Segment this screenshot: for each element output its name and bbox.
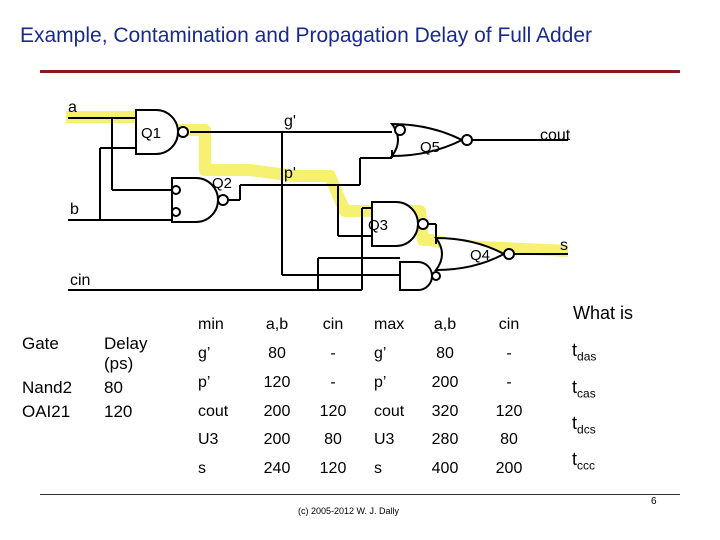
input-b-label: b — [70, 201, 79, 218]
max-ab-header: a,b — [433, 316, 457, 333]
max-ab-value: 280 — [431, 431, 459, 448]
gate-delay-table — [22, 334, 174, 426]
max-cin-value: 80 — [500, 431, 518, 448]
min-ab-value: 240 — [263, 460, 291, 477]
question-item: $t_{cas}$ — [572, 377, 596, 401]
gate-cell: Nand2 — [22, 378, 73, 397]
min-ab-value: 200 — [263, 431, 291, 448]
max-cin-value: - — [506, 374, 512, 391]
question-item: $t_{dcs}$ — [572, 413, 596, 437]
gate-q3-label: Q3 — [368, 217, 389, 234]
max-row-name: p’ — [374, 374, 387, 391]
min-cin-header: cin — [322, 316, 344, 333]
max-row-name: g’ — [374, 345, 387, 362]
question-item: $t_{das}$ — [572, 340, 597, 364]
max-cin-value: - — [506, 345, 512, 362]
max-row-name: cout — [374, 403, 405, 420]
delay-cell: 120 — [104, 402, 133, 421]
page-number: 6 — [651, 496, 657, 507]
gate-header: Gate — [22, 334, 59, 353]
min-cin-value: - — [330, 374, 336, 391]
max-ab-value: 80 — [436, 345, 454, 362]
row-name: p’ — [198, 374, 211, 391]
min-ab-value: 200 — [263, 403, 291, 420]
max-cin-value: 200 — [495, 460, 523, 477]
credit-text: (c) 2005-2012 W. J. Dally — [298, 506, 400, 516]
output-s-label: s — [560, 237, 568, 254]
row-name: U3 — [198, 431, 219, 448]
max-cin-header: cin — [498, 316, 520, 333]
min-ab-value: 120 — [263, 374, 291, 391]
question-text: What is — [573, 303, 634, 323]
row-name: cout — [198, 403, 229, 420]
max-cin-value: 120 — [495, 403, 523, 420]
max-ab-value: 200 — [431, 374, 459, 391]
net-g-label: g' — [284, 113, 296, 130]
question-item: $t_{ccc}$ — [572, 449, 596, 473]
table-row — [22, 402, 174, 426]
max-row-name: s — [374, 460, 382, 477]
row-name: s — [198, 460, 206, 477]
max-header: max — [374, 316, 405, 333]
gate-q2-label: Q2 — [212, 175, 233, 192]
min-cin-value: 80 — [324, 431, 342, 448]
max-ab-value: 400 — [431, 460, 459, 477]
max-row-name: U3 — [374, 431, 395, 448]
delay-table — [188, 308, 540, 488]
delay-cell: 80 — [104, 378, 123, 397]
min-cin-value: 120 — [319, 403, 347, 420]
min-cin-value: - — [330, 345, 336, 362]
output-cout-label: cout — [540, 127, 571, 144]
min-ab-value: 80 — [268, 345, 286, 362]
min-ab-header: a,b — [265, 316, 289, 333]
max-ab-value: 320 — [431, 403, 459, 420]
min-cin-value: 120 — [319, 460, 347, 477]
delay-header: Delay (ps) — [104, 334, 148, 373]
net-p-label: p' — [284, 165, 296, 182]
slide-title: Example, Contamination and Propagation Delay of Full Adder — [20, 24, 593, 47]
gate-cell: OAI21 — [22, 402, 71, 421]
row-name: g’ — [198, 345, 211, 362]
gate-q5-label: Q5 — [420, 139, 441, 156]
table-row — [22, 378, 174, 402]
footer-rule — [40, 494, 680, 495]
input-cin-label: cin — [70, 272, 91, 289]
min-header: min — [198, 316, 224, 333]
gate-q4-label: Q4 — [470, 247, 491, 264]
input-a-label: a — [68, 99, 77, 116]
gate-q1-label: Q1 — [141, 125, 162, 142]
table-row — [22, 334, 174, 378]
